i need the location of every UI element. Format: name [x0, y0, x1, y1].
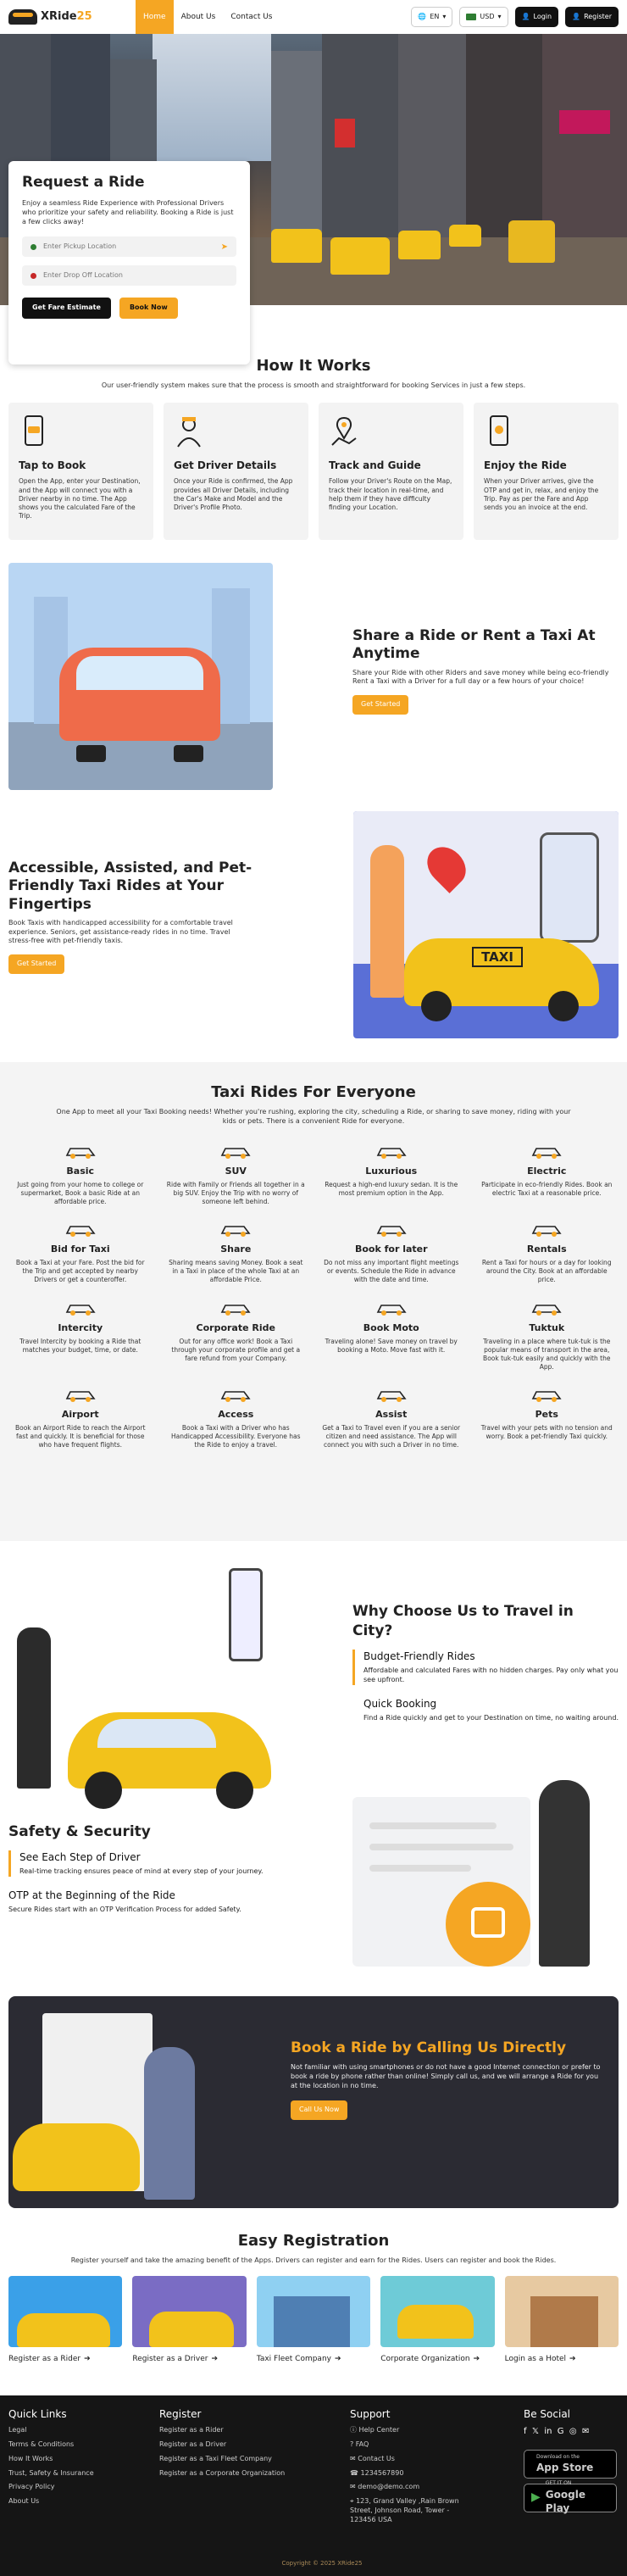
money-icon	[466, 14, 476, 20]
how-card-title: Tap to Book	[19, 459, 86, 472]
phone-icon: ☎	[350, 2468, 361, 2477]
access-desc: Book Taxis with handicapped accessibility for a comfortable travel experience. Seniors, get assistance-ready rides in no time. Travel stress-free with pet-friendly taxis.	[8, 918, 233, 945]
instagram-icon[interactable]: ◎	[569, 2427, 577, 2437]
ride-type-desc: Book an Airport Ride to reach the Airport fast and quickly. It is beneficial for those who have frequent flights.	[14, 1424, 146, 1449]
ride-type-desc: Do not miss any important flight meetings or events. Schedule the Ride in advance with the date and time.	[324, 1259, 459, 1284]
mail-icon: ✉	[350, 2454, 358, 2462]
email-icon: ✉	[350, 2483, 358, 2491]
why-item	[352, 1650, 619, 1685]
ride-type-card	[321, 1299, 462, 1371]
footer-link[interactable]: Privacy Policy	[8, 2483, 55, 2491]
ride-type-title: Rentals	[526, 1243, 567, 1255]
copyright: Copyright © 2025 XRide25	[281, 2559, 363, 2567]
how-card-desc: Once your Ride is confirmed, the App provides all Driver Details, including the Car's Make and Model and the Driver's Profile Photo.	[174, 477, 293, 511]
footer-address: ⌖ 123, Grand Valley ,Rain Brown Street, Johnson Road, Tower - 123456 USA	[350, 2497, 459, 2523]
footer-register-links: Register Register as a Rider Register as a Driver Register as a Taxi Fleet Company Register as a Corporate Organization	[159, 2407, 350, 2530]
pickup-dot-icon	[31, 244, 36, 250]
ride-type-title: Bid for Taxi	[50, 1243, 110, 1255]
why-item	[352, 1697, 619, 1723]
arrow-right-icon: ➔	[473, 2355, 480, 2364]
share-desc: Share your Ride with other Riders and save money while being eco-friendly Rent a Taxi with a Driver for a full day or a few hours of your choice!	[352, 668, 609, 686]
driver-icon	[174, 414, 204, 448]
ride-type-desc: Participate in eco-friendly Rides. Book an electric Taxi at a reasonable price.	[481, 1180, 613, 1197]
access-section	[8, 860, 254, 974]
top-nav	[0, 0, 627, 34]
user-icon: 👤	[521, 12, 530, 20]
ride-type-title: SUV	[225, 1166, 247, 1177]
rides-title: Taxi Rides For Everyone	[211, 1083, 416, 1101]
arrow-right-icon: ➔	[211, 2355, 219, 2364]
footer-link[interactable]: Legal	[8, 2426, 27, 2434]
why-item-desc: Affordable and calculated Fares with no hidden charges. Pay only what you see upfront.	[363, 1666, 619, 1683]
location-icon: ⌖	[350, 2497, 357, 2506]
assist-icon	[375, 1385, 408, 1404]
fare-estimate-button[interactable]: Get Fare Estimate	[22, 298, 111, 319]
nav-home[interactable]: Home	[136, 0, 174, 34]
ride-type-desc: Just going from your home to college or supermarket, Book a basic Ride at an affordable price.	[17, 1180, 144, 1206]
suv-icon	[219, 1142, 252, 1160]
google-play-button[interactable]: ▶ GET IT ON Google Play	[524, 2484, 617, 2512]
ride-type-card	[321, 1220, 462, 1284]
safety-item-title: See Each Step of Driver	[19, 1850, 141, 1863]
dropoff-input[interactable]: Enter Drop Off Location	[22, 265, 236, 286]
corporate-icon	[219, 1299, 252, 1317]
why-title: Why Choose Us to Travel in City?	[352, 1603, 574, 1639]
arrow-right-icon: ➔	[84, 2355, 91, 2364]
access-get-started-button[interactable]: Get Started	[8, 954, 64, 974]
ride-type-card	[477, 1142, 618, 1206]
rides-section	[0, 1062, 627, 1541]
why-item-title: Budget-Friendly Rides	[363, 1650, 475, 1662]
footer-link[interactable]: Trust, Safety & Insurance	[8, 2468, 94, 2477]
how-title: How It Works	[256, 357, 371, 375]
ride-type-desc: Get a Taxi to Travel even if you are a senior citizen and need assistance. The App will connect you with such a Driver in no time.	[322, 1424, 461, 1449]
pets-icon	[530, 1385, 563, 1404]
ride-type-title: Tuktuk	[529, 1321, 565, 1333]
chevron-down-icon: ▾	[497, 12, 502, 20]
how-card-desc: Follow your Driver's Route on the Map, track their location in real-time, and help them if they have difficulty finding your Location.	[329, 477, 452, 511]
ride-type-card	[10, 1299, 151, 1371]
currency-select[interactable]: USD ▾	[459, 7, 508, 27]
ride-type-card	[10, 1220, 151, 1284]
footer-phone[interactable]: ☎ 1234567890	[350, 2468, 404, 2477]
help-icon: ⓘ	[350, 2426, 359, 2434]
footer-link[interactable]: Terms & Conditions	[8, 2440, 75, 2448]
how-card-desc: When your Driver arrives, give the OTP and get in, relax, and enjoy the Trip. Pay as per the Fare and App sends you an invoice at the end.	[484, 477, 599, 511]
calendar-icon	[375, 1220, 408, 1238]
security-illustration	[352, 1780, 619, 1975]
tuktuk-icon	[530, 1299, 563, 1317]
why-item-desc: Find a Ride quickly and get to your Destination on time, no waiting around.	[363, 1713, 619, 1722]
arrow-right-icon: ➔	[569, 2355, 576, 2364]
ride-type-card	[166, 1142, 307, 1206]
ride-type-title: Assist	[375, 1409, 408, 1421]
play-icon: ▶	[531, 2490, 541, 2505]
electric-car-icon	[530, 1142, 563, 1160]
ride-type-title: Access	[218, 1409, 254, 1421]
ride-type-title: Corporate Ride	[196, 1321, 275, 1333]
taxi-illustration	[353, 811, 619, 1038]
call-desc: Not familiar with using smartphones or do not have a good Internet connection or prefer to book a ride by phone rather than online! Simply call us, and we will arrange a Ride for you at the location in no time.	[291, 2062, 601, 2089]
share-section	[352, 627, 615, 715]
twitter-icon[interactable]: 𝕏	[531, 2427, 539, 2437]
app-store-button[interactable]: Download on the App Store	[524, 2450, 617, 2479]
footer-quick-links: Quick Links Legal Terms & Conditions How It Works Trust, Safety & Insurance Privacy Policy About Us	[8, 2407, 159, 2530]
call-title: Book a Ride by Calling Us Directly	[291, 2039, 567, 2056]
ride-type-desc: Book a Taxi at your Fare. Post the bid for the Trip and get accepted by nearby Drivers or get a counteroffer.	[15, 1259, 145, 1284]
ride-type-card	[477, 1220, 618, 1284]
accessible-icon	[219, 1385, 252, 1404]
basic-car-icon	[64, 1142, 97, 1160]
ride-type-card	[321, 1385, 462, 1449]
enjoy-ride-icon	[484, 414, 514, 448]
ride-type-desc: Sharing means saving Money. Book a seat in a Taxi in place of the whole Taxi at an affordable Price.	[169, 1259, 303, 1284]
footer-faq-link[interactable]: ? FAQ	[350, 2440, 369, 2448]
safety-item-desc: Secure Rides start with an OTP Verification Process for added Safety.	[8, 1906, 241, 1914]
registration-section	[0, 2231, 627, 2364]
rentals-icon	[530, 1220, 563, 1238]
ride-type-title: Intercity	[58, 1321, 103, 1333]
ride-type-title: Share	[220, 1243, 252, 1255]
pickup-input[interactable]: Enter Pickup Location ➤	[22, 236, 236, 257]
email-social-icon[interactable]: ✉	[582, 2427, 590, 2437]
access-title: Accessible, Assisted, and Pet-Friendly Taxi Rides at Your Fingertips	[8, 860, 252, 913]
corporate-organization-card[interactable]: Corporate Organization ➔	[380, 2276, 494, 2364]
how-card	[8, 403, 153, 540]
ride-type-title: Basic	[66, 1166, 95, 1177]
dropoff-dot-icon	[31, 273, 36, 279]
ride-type-title: Luxurious	[365, 1166, 418, 1177]
ride-type-desc: Out for any office work! Book a Taxi through your corporate profile and get a fare refund from your Company.	[171, 1337, 301, 1362]
request-ride-title: Request a Ride	[22, 174, 145, 191]
facebook-icon[interactable]: f	[524, 2427, 527, 2437]
ride-type-card	[477, 1385, 618, 1449]
map-pin-icon	[329, 414, 359, 448]
how-card-title: Enjoy the Ride	[484, 459, 567, 472]
safety-item	[8, 1889, 280, 1915]
linkedin-icon[interactable]: in	[544, 2427, 552, 2437]
footer-support: Support ⓘ Help Center ? FAQ ✉ Contact Us ☎ 1234567890 ✉ demo@demo.com ⌖ 123, Grand Valley ,Rain Brown Street, Johnson Road, Tower - 123456 USA	[350, 2407, 524, 2530]
intercity-icon	[64, 1299, 97, 1317]
registration-title: Easy Registration	[237, 2232, 390, 2250]
faq-icon: ?	[350, 2440, 356, 2448]
how-card-title: Get Driver Details	[174, 459, 277, 472]
login-button[interactable]: 👤 Login	[515, 7, 559, 27]
ride-type-title: Book Moto	[363, 1321, 419, 1333]
share-ride-illustration	[8, 563, 273, 790]
ride-type-card	[10, 1385, 151, 1449]
footer-link[interactable]: Register as a Rider	[159, 2426, 224, 2434]
why-item-title: Quick Booking	[363, 1697, 437, 1710]
phone-taxi-icon	[19, 414, 49, 448]
main-menu	[136, 0, 280, 34]
ride-type-title: Book for later	[354, 1243, 428, 1255]
safety-section	[8, 1822, 280, 1927]
brand-name: XRide25	[41, 10, 92, 24]
how-card	[474, 403, 619, 540]
ride-type-desc: Ride with Family or Friends all together in a big SUV. Enjoy the Trip with no worry of someone left behind.	[166, 1180, 305, 1206]
ride-type-desc: Traveling alone! Save money on travel by booking a Moto. Move fast with it.	[325, 1337, 458, 1354]
moto-icon	[375, 1299, 408, 1317]
safety-item-title: OTP at the Beginning of the Ride	[8, 1889, 175, 1901]
call-section	[8, 1996, 619, 2208]
footer-contact-link[interactable]: ✉ Contact Us	[350, 2454, 395, 2462]
footer-link[interactable]: About Us	[8, 2497, 40, 2506]
register-button[interactable]: 👤 Register	[565, 7, 619, 27]
footer-link[interactable]: Register as a Corporate Organization	[159, 2468, 286, 2477]
ride-type-desc: Travel with your pets with no tension and worry. Book a pet-friendly Taxi quickly.	[480, 1424, 613, 1441]
ride-type-title: Airport	[61, 1409, 99, 1421]
how-card-desc: Open the App, enter your Destination, and the App will connect you with a Driver nearby in no time. The App shows you the calculated Fare of the Trip.	[19, 477, 141, 520]
chevron-down-icon: ▾	[442, 12, 447, 20]
bid-icon	[64, 1220, 97, 1238]
footer-link[interactable]: Register as a Taxi Fleet Company	[159, 2454, 272, 2462]
request-ride-desc: Enjoy a seamless Ride Experience with Professional Drivers who prioritize your safety and reliability. Booking a Ride is just a few clicks away!	[22, 198, 234, 225]
safety-item	[8, 1850, 280, 1877]
woman-taxi-illustration	[17, 1568, 280, 1805]
how-card-title: Track and Guide	[329, 459, 421, 472]
register-driver-card[interactable]: Register as a Driver ➔	[132, 2276, 246, 2364]
footer-help-link[interactable]: ⓘ Help Center	[350, 2426, 400, 2434]
ride-type-desc: Travel Intercity by booking a Ride that matches your budget, time, or date.	[19, 1337, 141, 1354]
ride-type-card	[477, 1299, 618, 1371]
ride-type-title: Pets	[535, 1409, 558, 1421]
ride-type-desc: Book a Taxi with a Driver who has Handicapped Accessibility. Everyone has the Ride to enjoy a travel.	[170, 1424, 301, 1449]
nav-about[interactable]: About Us	[180, 12, 216, 21]
how-card	[164, 403, 308, 540]
ride-type-desc: Request a high-end luxury sedan. It is the most premium option in the App.	[325, 1180, 458, 1197]
globe-icon: 🌐	[418, 12, 427, 20]
nav-contact[interactable]: Contact Us	[230, 12, 273, 21]
ride-type-desc: Rent a Taxi for hours or a day for looking around the City. Book at an affordable price.	[481, 1259, 612, 1284]
user-plus-icon: 👤	[572, 12, 581, 20]
luxury-car-icon	[375, 1142, 408, 1160]
book-now-button[interactable]: Book Now	[119, 298, 178, 319]
safety-title: Safety & Security	[8, 1823, 151, 1840]
request-ride-card	[8, 161, 250, 364]
share-get-started-button[interactable]: Get Started	[352, 695, 408, 715]
call-us-button[interactable]: Call Us Now	[291, 2100, 347, 2120]
login-hotel-card[interactable]: Login as a Hotel ➔	[505, 2276, 619, 2364]
ride-type-card	[10, 1142, 151, 1206]
language-select[interactable]: 🌐 EN ▾	[411, 7, 452, 27]
safety-item-desc: Real-time tracking ensures peace of mind at every step of your journey.	[19, 1867, 264, 1876]
ride-type-card	[166, 1385, 307, 1449]
registration-subtitle: Register yourself and take the amazing benefit of the Apps. Drivers can register and earn for the Rides. Users can register and book the Rides.	[70, 2256, 557, 2265]
footer-social: Be Social f 𝕏 in G ◎ ✉ Download on the App Store ▶ GET IT ON Google Play	[524, 2407, 617, 2530]
ride-type-card	[321, 1142, 462, 1206]
share-ride-icon	[219, 1220, 252, 1238]
how-card	[319, 403, 463, 540]
taxi-logo-icon	[8, 9, 37, 25]
airport-icon	[64, 1385, 97, 1404]
ride-type-title: Electric	[527, 1166, 567, 1177]
arrow-right-icon: ➔	[334, 2355, 341, 2364]
taxi-sign: TAXI	[472, 947, 523, 967]
locate-icon[interactable]: ➤	[220, 242, 228, 252]
footer-email[interactable]: ✉ demo@demo.com	[350, 2483, 420, 2491]
footer	[0, 2395, 627, 2576]
ride-type-card	[166, 1220, 307, 1284]
footer-link[interactable]: Register as a Driver	[159, 2440, 227, 2448]
brand-logo[interactable]	[8, 9, 136, 25]
how-subtitle: Our user-friendly system makes sure that the process is smooth and straightforward for booking Services in just a few steps.	[101, 381, 526, 390]
register-rider-card[interactable]: Register as a Rider ➔	[8, 2276, 122, 2364]
google-icon[interactable]: G	[557, 2427, 564, 2437]
ride-type-desc: Traveling in a place where tuk-tuk is the popular means of transport in the area, Book tuk-tuk easily and quickly with the App.	[483, 1337, 611, 1371]
ride-type-card	[166, 1299, 307, 1371]
how-it-works-section	[0, 356, 627, 540]
footer-link[interactable]: How It Works	[8, 2454, 53, 2462]
rides-grid	[0, 1142, 627, 1450]
share-title: Share a Ride or Rent a Taxi At Anytime	[352, 627, 596, 663]
taxi-fleet-card[interactable]: Taxi Fleet Company ➔	[257, 2276, 370, 2364]
rides-subtitle: One App to meet all your Taxi Booking needs! Whether you're rushing, exploring the city, scheduling a Ride, or sharing to save money, riding with your kids or pets. There is a convenient Ride for everyone.	[56, 1108, 571, 1126]
